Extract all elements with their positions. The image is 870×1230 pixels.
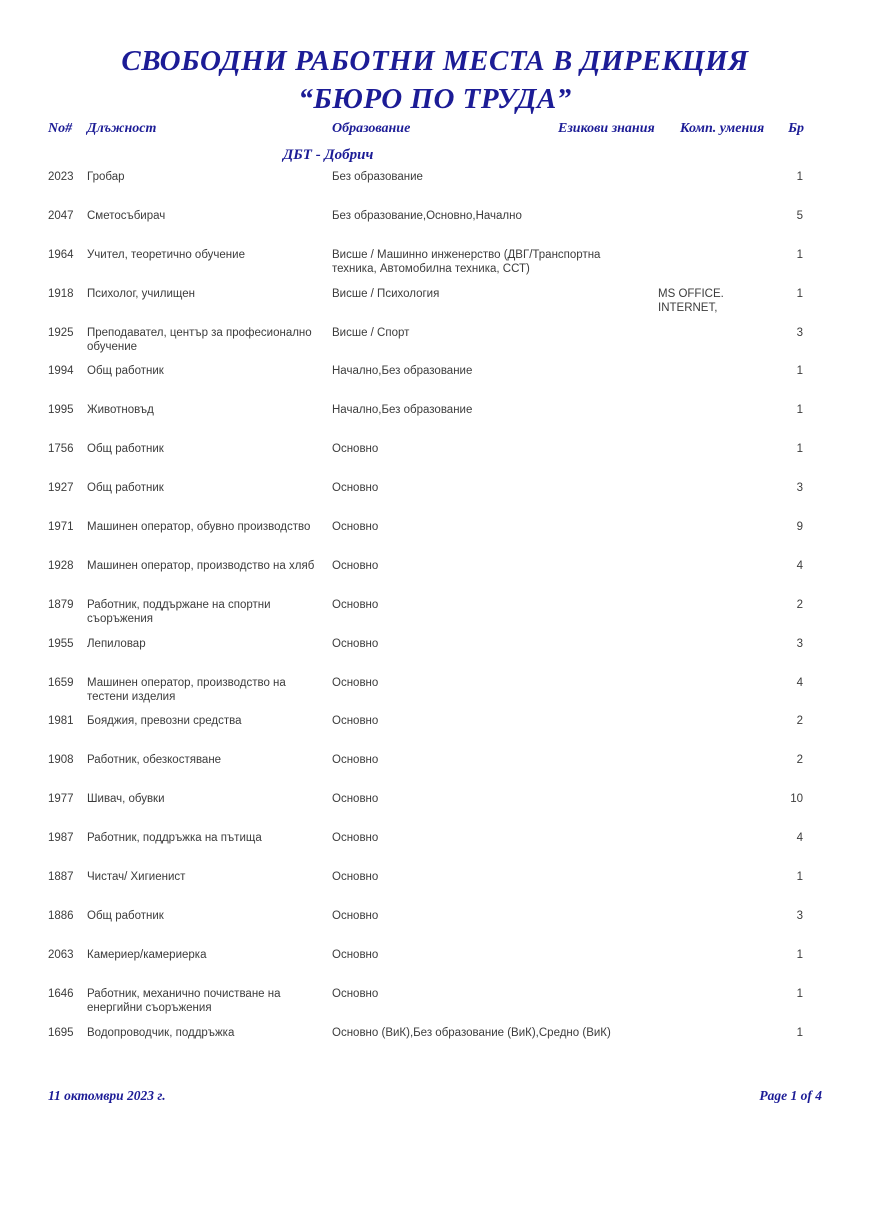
- education-cell: Основно: [332, 793, 379, 806]
- education-cell: Основно: [332, 909, 379, 922]
- count-cell: 1: [796, 171, 803, 183]
- vacancy-number-cell: 1977: [48, 793, 74, 806]
- position-cell: Машинен оператор, производство на хляб: [87, 559, 315, 572]
- position-cell: Бояджия, превозни средства: [87, 715, 242, 728]
- vacancy-number-cell: 1886: [48, 909, 74, 922]
- position-cell: Работник, поддържане на спортни съоръжения: [87, 598, 271, 626]
- count-cell: 1: [796, 1026, 803, 1039]
- count-cell: 5: [796, 209, 803, 222]
- education-cell: Основно: [332, 559, 379, 572]
- position-cell: Работник, обезкостяване: [87, 754, 222, 767]
- count-cell: 1: [796, 404, 803, 417]
- education-cell: Основно (ВиК),Без образование (ВиК),Средно (ВиК): [332, 1026, 611, 1039]
- title-line-1: СВОБОДНИ РАБОТНИ МЕСТА В ДИРЕКЦИЯ: [121, 45, 749, 77]
- table-row: [0, 440, 870, 479]
- education-cell: Основно: [332, 598, 379, 611]
- count-cell: 2: [796, 754, 803, 767]
- vacancy-number-cell: 1927: [48, 482, 74, 495]
- vacancy-number-cell: 2063: [48, 948, 74, 961]
- vacancy-number-cell: 1955: [48, 637, 74, 650]
- education-cell: Основно: [332, 637, 379, 650]
- vacancy-number-cell: 1918: [48, 287, 74, 300]
- vacancy-number-cell: 1981: [48, 715, 74, 728]
- education-cell: Начално,Без образование: [332, 404, 473, 417]
- position-cell: Чистач/ Хигиенист: [87, 871, 186, 884]
- position-cell: Общ работник: [87, 909, 164, 922]
- table-header-row: [0, 121, 870, 141]
- vacancy-number-cell: 1964: [48, 248, 74, 261]
- table-row: [0, 868, 870, 907]
- vacancy-number-cell: 2047: [48, 209, 74, 222]
- education-cell: Без образование: [332, 171, 423, 183]
- position-cell: Учител, теоретично обучение: [87, 248, 245, 261]
- position-cell: Камериер/камериерка: [87, 948, 207, 961]
- position-cell: Общ работник: [87, 365, 164, 378]
- education-cell: Основно: [332, 832, 379, 845]
- education-cell: Основно: [332, 871, 379, 884]
- position-cell: Машинен оператор, производство на тестени изделия: [87, 676, 286, 704]
- count-cell: 3: [796, 482, 803, 495]
- column-header-count: Бр: [788, 121, 804, 136]
- vacancy-number-cell: 1995: [48, 404, 74, 417]
- table-row: [0, 479, 870, 518]
- position-cell: Водопроводчик, поддръжка: [87, 1026, 235, 1039]
- table-row: [0, 207, 870, 246]
- count-cell: 10: [790, 793, 803, 806]
- position-cell: Гробар: [87, 171, 125, 183]
- position-cell: Работник, механично почистване на енергийни съоръжения: [87, 987, 281, 1015]
- count-cell: 1: [796, 287, 803, 300]
- vacancy-number-cell: 1695: [48, 1026, 74, 1039]
- vacancy-number-cell: 1994: [48, 365, 74, 378]
- table-row: [0, 518, 870, 557]
- table-row: [0, 985, 870, 1024]
- position-cell: Лепиловар: [87, 637, 146, 650]
- count-cell: 1: [796, 365, 803, 378]
- position-cell: Животновъд: [87, 404, 154, 417]
- footer-page-number: Page 1 of 4: [759, 1088, 822, 1103]
- table-row: [0, 790, 870, 829]
- count-cell: 1: [796, 443, 803, 456]
- education-cell: Основно: [332, 948, 379, 961]
- education-cell: Основно: [332, 715, 379, 728]
- education-cell: Основно: [332, 443, 379, 456]
- computer-skills-cell: MS OFFICE. INTERNET,: [658, 287, 724, 315]
- table-row: [0, 674, 870, 713]
- column-header-no: No#: [48, 121, 73, 136]
- table-row: [0, 324, 870, 363]
- table-row: [0, 712, 870, 751]
- position-cell: Общ работник: [87, 482, 164, 495]
- vacancy-number-cell: 1659: [48, 676, 74, 689]
- education-cell: Основно: [332, 482, 379, 495]
- table-row: [0, 635, 870, 674]
- education-cell: Основно: [332, 521, 379, 534]
- table-row: [0, 362, 870, 401]
- position-cell: Машинен оператор, обувно производство: [87, 521, 311, 534]
- count-cell: 1: [796, 871, 803, 884]
- table-row: [0, 829, 870, 868]
- column-header-languages: Езикови знания: [558, 121, 655, 136]
- position-cell: Шивач, обувки: [87, 793, 165, 806]
- table-row: [0, 168, 870, 207]
- vacancy-number-cell: 1756: [48, 443, 74, 456]
- title-line-2: “БЮРО ПО ТРУДА”: [298, 83, 572, 115]
- vacancy-number-cell: 1987: [48, 832, 74, 845]
- position-cell: Преподавател, център за професионално обучение: [87, 326, 312, 354]
- position-cell: Психолог, училищен: [87, 287, 195, 300]
- column-header-education: Образование: [332, 121, 411, 136]
- count-cell: 3: [796, 637, 803, 650]
- document-title: [0, 42, 870, 118]
- count-cell: 3: [796, 909, 803, 922]
- count-cell: 2: [796, 598, 803, 611]
- column-header-position: Длъжност: [87, 121, 157, 136]
- count-cell: 4: [796, 676, 803, 689]
- vacancy-number-cell: 1925: [48, 326, 74, 339]
- vacancy-number-cell: 1887: [48, 871, 74, 884]
- count-cell: 9: [796, 521, 803, 534]
- count-cell: 4: [796, 832, 803, 845]
- education-cell: Без образование,Основно,Начално: [332, 209, 522, 222]
- position-cell: Сметосъбирач: [87, 209, 166, 222]
- education-cell: Основно: [332, 987, 379, 1000]
- table-row: [0, 946, 870, 985]
- count-cell: 1: [796, 948, 803, 961]
- table-row: [0, 401, 870, 440]
- count-cell: 4: [796, 559, 803, 572]
- table-row: [0, 751, 870, 790]
- education-cell: Основно: [332, 676, 379, 689]
- table-row: [0, 246, 870, 285]
- position-cell: Общ работник: [87, 443, 164, 456]
- vacancy-number-cell: 1928: [48, 559, 74, 572]
- table-row: [0, 596, 870, 635]
- rows-container: [0, 168, 870, 1062]
- count-cell: 2: [796, 715, 803, 728]
- section-header: ДБТ - Добрич: [283, 147, 374, 163]
- footer-date: 11 октомври 2023 г.: [48, 1088, 166, 1103]
- education-cell: Основно: [332, 754, 379, 767]
- education-cell: Висше / Спорт: [332, 326, 410, 339]
- vacancy-number-cell: 1646: [48, 987, 74, 1000]
- table-row: [0, 557, 870, 596]
- education-cell: Висше / Машинно инженерство (ДВГ/Транспортна техника, Автомобилна техника, ССТ): [332, 248, 601, 276]
- table-row: [0, 285, 870, 324]
- table-row: [0, 907, 870, 946]
- count-cell: 1: [796, 248, 803, 261]
- position-cell: Работник, поддръжка на пътища: [87, 832, 262, 845]
- vacancy-number-cell: 2023: [48, 171, 74, 183]
- count-cell: 1: [796, 987, 803, 1000]
- table-row: [0, 1024, 870, 1063]
- education-cell: Начално,Без образование: [332, 365, 473, 378]
- vacancy-number-cell: 1879: [48, 598, 74, 611]
- education-cell: Висше / Психология: [332, 287, 440, 300]
- vacancy-number-cell: 1971: [48, 521, 74, 534]
- count-cell: 3: [796, 326, 803, 339]
- column-header-computer: Комп. умения: [680, 121, 765, 136]
- vacancy-number-cell: 1908: [48, 754, 74, 767]
